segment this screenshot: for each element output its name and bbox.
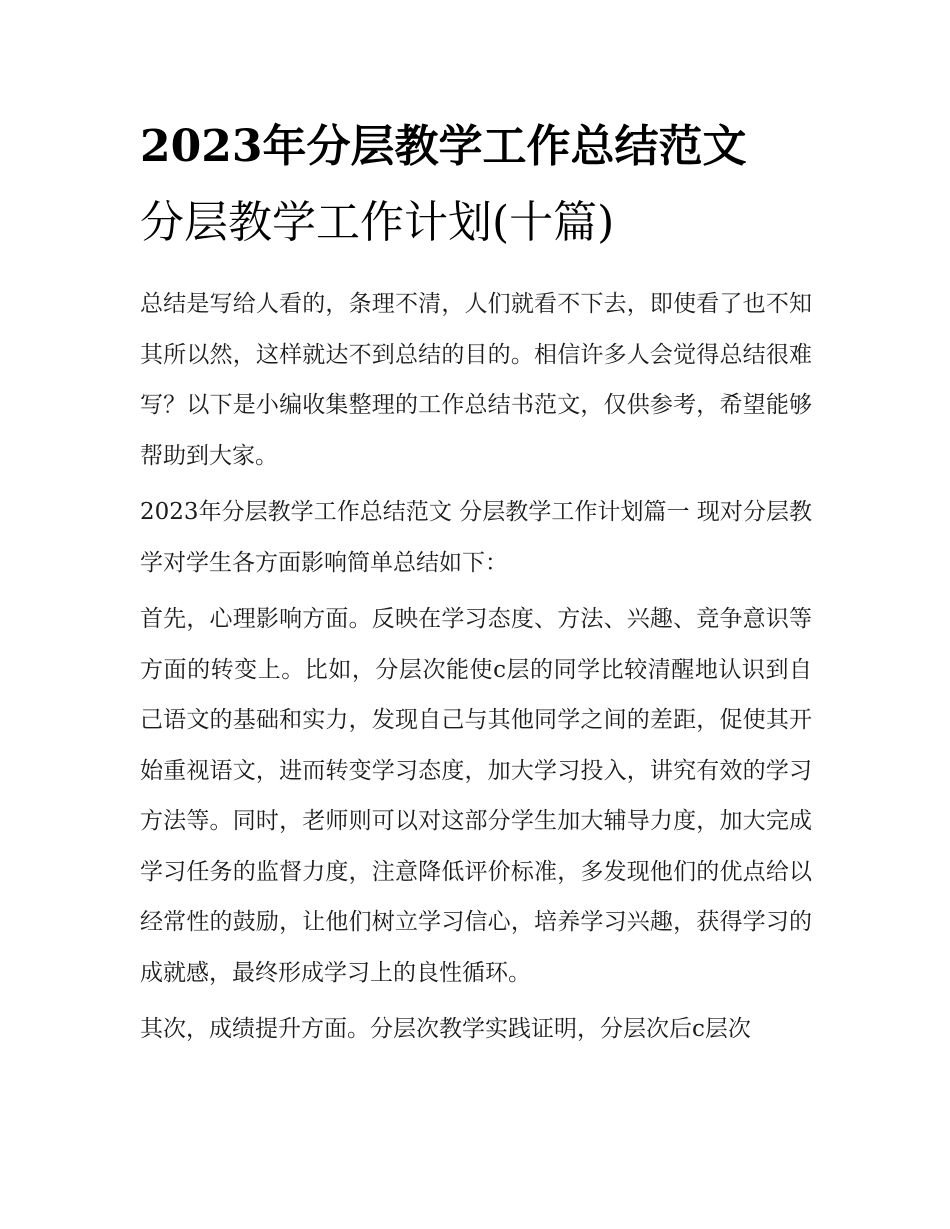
document-title-line-1: 2023年分层教学工作总结范文 [140, 121, 747, 172]
document-body [140, 279, 812, 1061]
paragraph-intro: 总结是写给人看的，条理不清，人们就看不下去，即使看了也不知其所以然，这样就达不到总结的目的。相信许多人会觉得总结很难写？以下是小编收集整理的工作总结书范文，仅供参考，希望能够帮助到大家。 [140, 291, 812, 469]
paragraph-second: 其次，成绩提升方面。分层次教学实践证明，分层次后c层次 [140, 1016, 751, 1042]
paragraph-heading: 2023年分层教学工作总结范文 分层教学工作计划篇一 现对分层教学对学生各方面影响简单总结如下： [140, 499, 812, 576]
paragraph-first: 首先，心理影响方面。反映在学习态度、方法、兴趣、竞争意识等方面的转变上。比如，分层次能使c层的同学比较清醒地认识到自己语文的基础和实力，发现自己与其他同学之间的差距，促使其开始重视语文，进而转变学习态度，加大学习投入，讲究有效的学习方法等。同时，老师则可以对这部分学生加大辅导力度，加大完成学习任务的监督力度，注意降低评价标准，多发现他们的优点给以经常性的鼓励，让他们树立学习信心，培养学习兴趣，获得学习的成就感，最终形成学习上的良性循环。 [140, 606, 812, 986]
document-title-line-2: 分层教学工作计划(十篇) [140, 197, 615, 248]
